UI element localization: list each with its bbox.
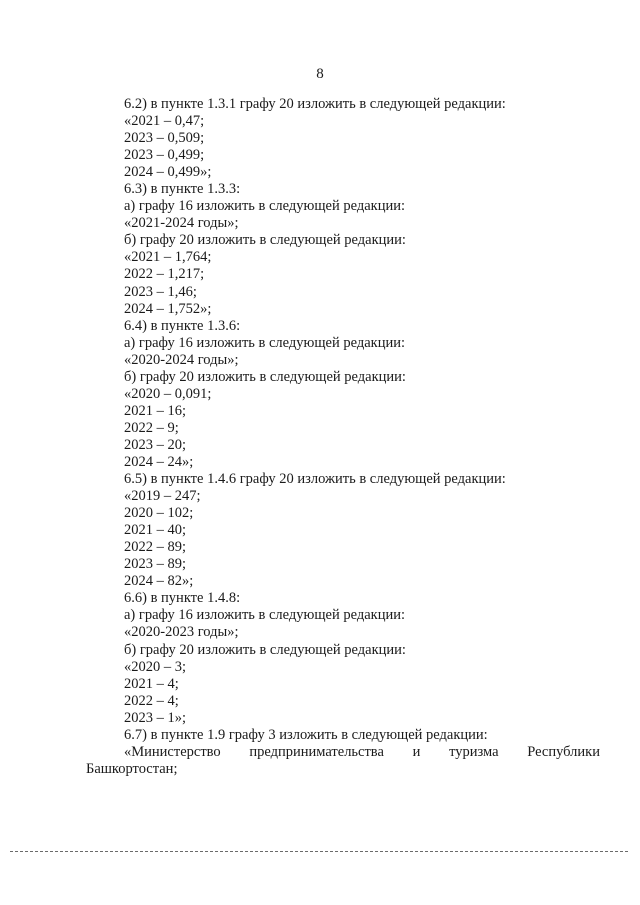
text-line: «2021 – 0,47; — [124, 113, 205, 130]
document-body — [86, 96, 600, 778]
text-line: 2020 – 102; — [124, 505, 194, 522]
text-line: 2023 – 0,499; — [124, 147, 205, 164]
text-line: «2019 – 247; — [124, 488, 201, 505]
text-line: «2020 – 3; — [124, 658, 187, 675]
text-line: «2020-2024 годы»; — [124, 351, 239, 368]
word: «Министерство — [124, 743, 221, 760]
text-line: «2020-2023 годы»; — [124, 624, 239, 641]
text-line: 6.7) в пункте 1.9 графу 3 изложить в следующей редакции: — [124, 726, 488, 743]
text-line: 6.3) в пункте 1.3.3: — [124, 181, 241, 198]
word: предпринимательства — [249, 743, 384, 760]
text-line: 2021 – 4; — [124, 675, 179, 692]
text-line: б) графу 20 изложить в следующей редакции: — [124, 232, 406, 249]
text-line: 2023 – 20; — [124, 436, 187, 453]
text-line: 2024 – 1,752»; — [124, 300, 212, 317]
text-line: 2021 – 40; — [124, 522, 187, 539]
footer-divider — [10, 851, 628, 852]
text-line: 2022 – 89; — [124, 539, 187, 556]
text-line: 2023 – 0,509; — [124, 130, 205, 147]
text-line: б) графу 20 изложить в следующей редакции: — [124, 641, 406, 658]
text-line: а) графу 16 изложить в следующей редакции: — [124, 607, 406, 624]
word: туризма — [449, 743, 499, 760]
text-line-continuation: Башкортостан; — [86, 760, 178, 777]
text-line: 2021 – 16; — [124, 402, 187, 419]
page-number: 8 — [316, 66, 324, 82]
text-line: «2021-2024 годы»; — [124, 215, 239, 232]
text-line: а) графу 16 изложить в следующей редакции: — [124, 334, 406, 351]
text-line: 2024 – 0,499»; — [124, 164, 212, 181]
text-line: а) графу 16 изложить в следующей редакции: — [124, 198, 406, 215]
text-line: «2021 – 1,764; — [124, 249, 212, 266]
text-line: 6.6) в пункте 1.4.8: — [124, 590, 241, 607]
text-line: 2023 – 1,46; — [124, 283, 197, 300]
text-line: 2024 – 82»; — [124, 573, 194, 590]
text-line: 2023 – 89; — [124, 556, 187, 573]
text-line: 2022 – 4; — [124, 692, 179, 709]
text-line: б) графу 20 изложить в следующей редакции: — [124, 368, 406, 385]
text-line: 6.4) в пункте 1.3.6: — [124, 317, 241, 334]
word: Республики — [527, 743, 600, 760]
text-line: 2022 – 9; — [124, 419, 179, 436]
text-line: 2024 – 24»; — [124, 453, 194, 470]
justified-line — [86, 744, 600, 761]
text-line: 2022 – 1,217; — [124, 266, 205, 283]
text-line: 6.2) в пункте 1.3.1 графу 20 изложить в следующей редакции: — [124, 96, 506, 112]
text-line: 6.5) в пункте 1.4.6 графу 20 изложить в следующей редакции: — [124, 471, 506, 488]
text-line: 2023 – 1»; — [124, 709, 187, 726]
word: и — [412, 743, 421, 760]
text-line: «2020 – 0,091; — [124, 385, 212, 402]
